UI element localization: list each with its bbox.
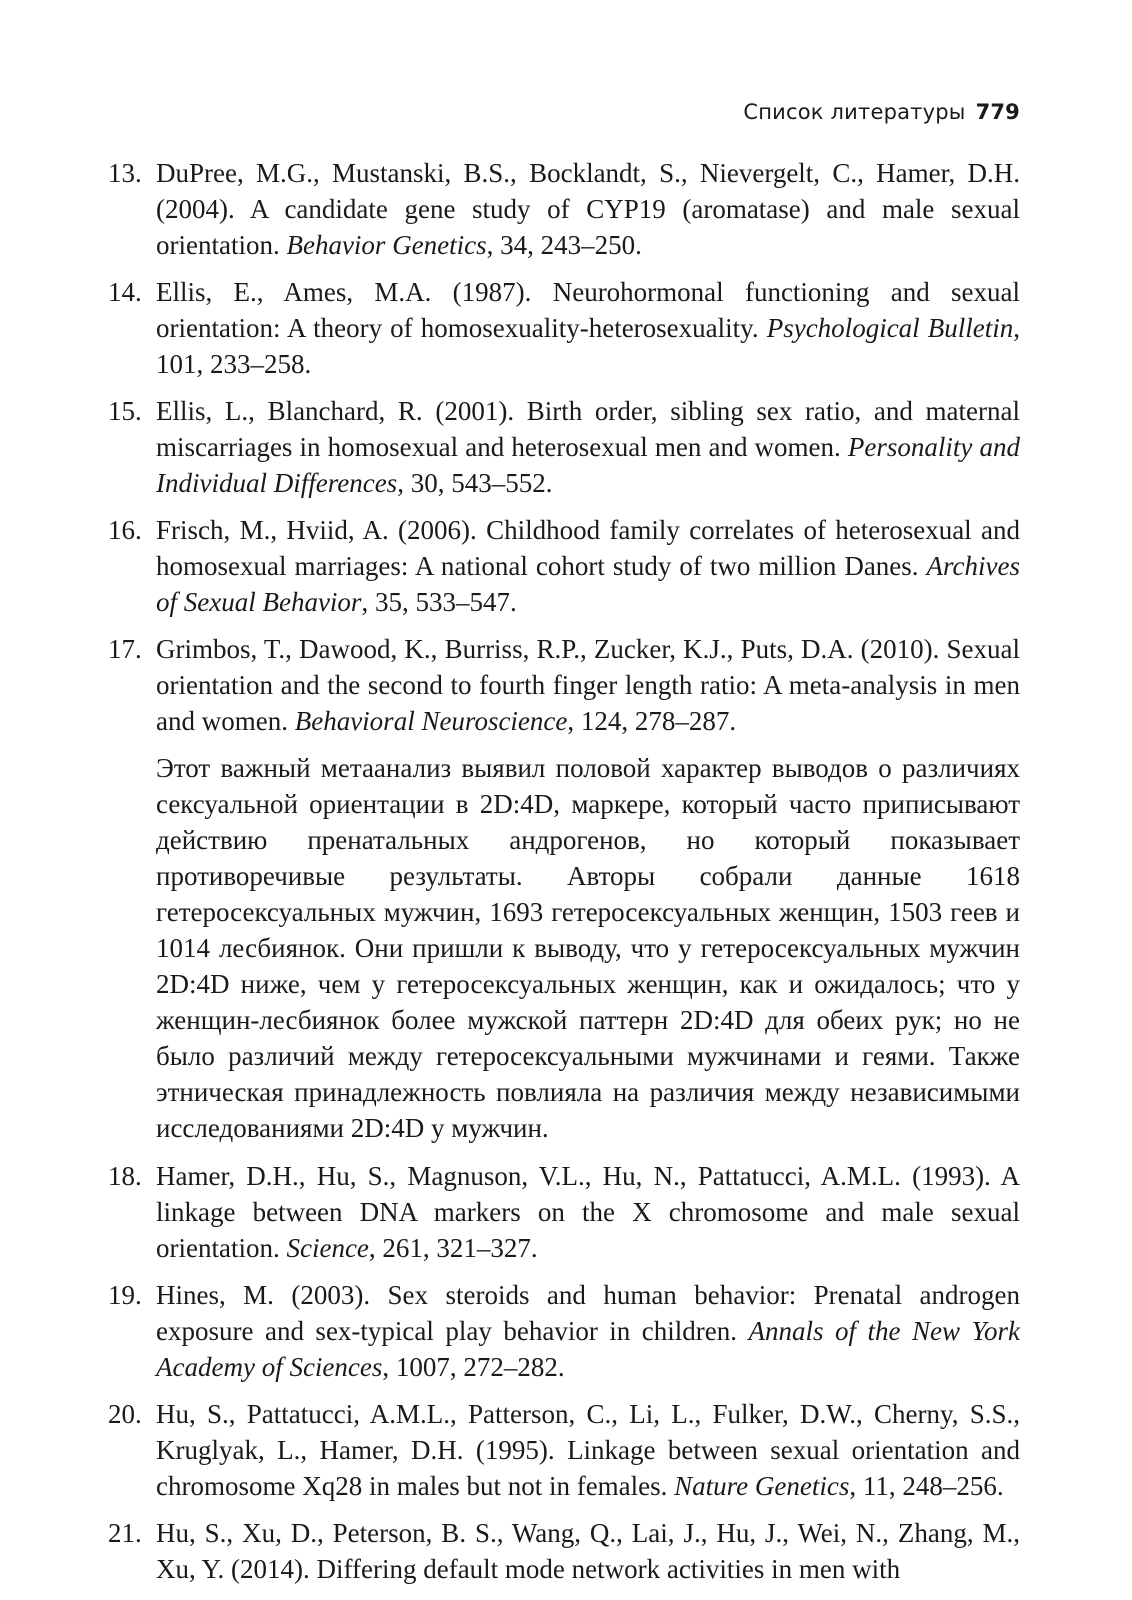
- reference-number: 15.: [108, 396, 142, 426]
- reference-item: [108, 1277, 1020, 1385]
- running-header: [743, 100, 1020, 124]
- journal-title: Annals of the New York Academy of Sciences: [156, 1316, 1020, 1382]
- reference-item: [108, 512, 1020, 620]
- reference-number: 21.: [108, 1518, 142, 1548]
- journal-title: Psychological Bulletin: [766, 313, 1014, 343]
- journal-title: Personality and Individual Differences: [156, 432, 1020, 498]
- reference-annotation: Этот важный метаанализ выявил половой характер выводов о различиях сексуальной ориентации в 2D:4D, маркере, который часто приписывают действию пренатальных андрогенов, но который показывает противоречивые результаты. Авторы собрали данные 1618 гетеросексуальных мужчин, 1693 гетеросексуальных женщин, 1503 геев и 1014 лесбиянок. Они пришли к выводу, что у гетеросексуальных мужчин 2D:4D ниже, чем у гетеросексуальных женщин, как и ожидалось; что у женщин-лесбиянок более мужской паттерн 2D:4D для обеих рук; но не было различий между гетеросексуальными мужчинами и геями. Также этническая принадлежность повлияла на различия между независимыми исследованиями 2D:4D у мужчин.: [156, 753, 1020, 1143]
- journal-title: Nature Genetics: [674, 1471, 850, 1501]
- page-number: 779: [975, 100, 1020, 124]
- reference-text: Hines, M. (2003). Sex steroids and human behavior: Prenatal androgen exposure and sex-typical play behavior in children. Annals of the New York Academy of Sciences, 1007, 272–282.: [156, 1280, 1020, 1382]
- journal-title: Archives of Sexual Behavior: [156, 551, 1020, 617]
- reference-item: [108, 1515, 1020, 1587]
- reference-text: Frisch, M., Hviid, A. (2006). Childhood family correlates of heterosexual and homosexual marriages: A national cohort study of two million Danes. Archives of Sexual Behavior, 35, 533–547.: [156, 515, 1020, 617]
- reference-number: 13.: [108, 158, 142, 188]
- journal-title: Behavior Genetics: [286, 230, 487, 260]
- journal-title: Behavioral Neuroscience: [294, 706, 568, 736]
- reference-number: 19.: [108, 1280, 142, 1310]
- reference-item: [108, 631, 1020, 739]
- reference-text: DuPree, M.G., Mustanski, B.S., Bocklandt, S., Nievergelt, C., Hamer, D.H. (2004). A candidate gene study of CYP19 (aromatase) and male sexual orientation. Behavior Genetics, 34, 243–250.: [156, 158, 1020, 260]
- reference-item: [108, 274, 1020, 382]
- reference-text: Ellis, E., Ames, M.A. (1987). Neurohormonal functioning and sexual orientation: A theory of homosexuality-heterosexuality. Psychological Bulletin, 101, 233–258.: [156, 277, 1020, 379]
- reference-text: Ellis, L., Blanchard, R. (2001). Birth order, sibling sex ratio, and maternal miscarriages in homosexual and heterosexual men and women. Personality and Individual Differences, 30, 543–552.: [156, 396, 1020, 498]
- journal-title: Science: [286, 1233, 369, 1263]
- reference-item: [108, 1158, 1020, 1266]
- reference-text: Grimbos, T., Dawood, K., Burriss, R.P., Zucker, K.J., Puts, D.A. (2010). Sexual orientation and the second to fourth finger length ratio: A meta-analysis in men and women. Behavioral Neuroscience, 124, 278–287.: [156, 634, 1020, 736]
- reference-item: [108, 393, 1020, 501]
- reference-number: 20.: [108, 1399, 142, 1429]
- reference-list: [108, 155, 1020, 1598]
- reference-item: [108, 1396, 1020, 1504]
- section-title: Список литературы: [743, 100, 966, 124]
- reference-item: [108, 155, 1020, 263]
- reference-number: 14.: [108, 277, 142, 307]
- reference-text: Hu, S., Pattatucci, A.M.L., Patterson, C., Li, L., Fulker, D.W., Cherny, S.S., Kruglyak, L., Hamer, D.H. (1995). Linkage between sexual orientation and chromosome Xq28 in males but not in females. Nature Genetics, 11, 248–256.: [156, 1399, 1020, 1501]
- reference-text: Hu, S., Xu, D., Peterson, B. S., Wang, Q., Lai, J., Hu, J., Wei, N., Zhang, M., Xu, Y. (2014). Differing default mode network activities in men with: [156, 1518, 1020, 1584]
- reference-number: 17.: [108, 634, 142, 664]
- reference-text: Hamer, D.H., Hu, S., Magnuson, V.L., Hu, N., Pattatucci, A.M.L. (1993). A linkage between DNA markers on the X chromosome and male sexual orientation. Science, 261, 321–327.: [156, 1161, 1020, 1263]
- reference-number: 16.: [108, 515, 142, 545]
- reference-number: 18.: [108, 1161, 142, 1191]
